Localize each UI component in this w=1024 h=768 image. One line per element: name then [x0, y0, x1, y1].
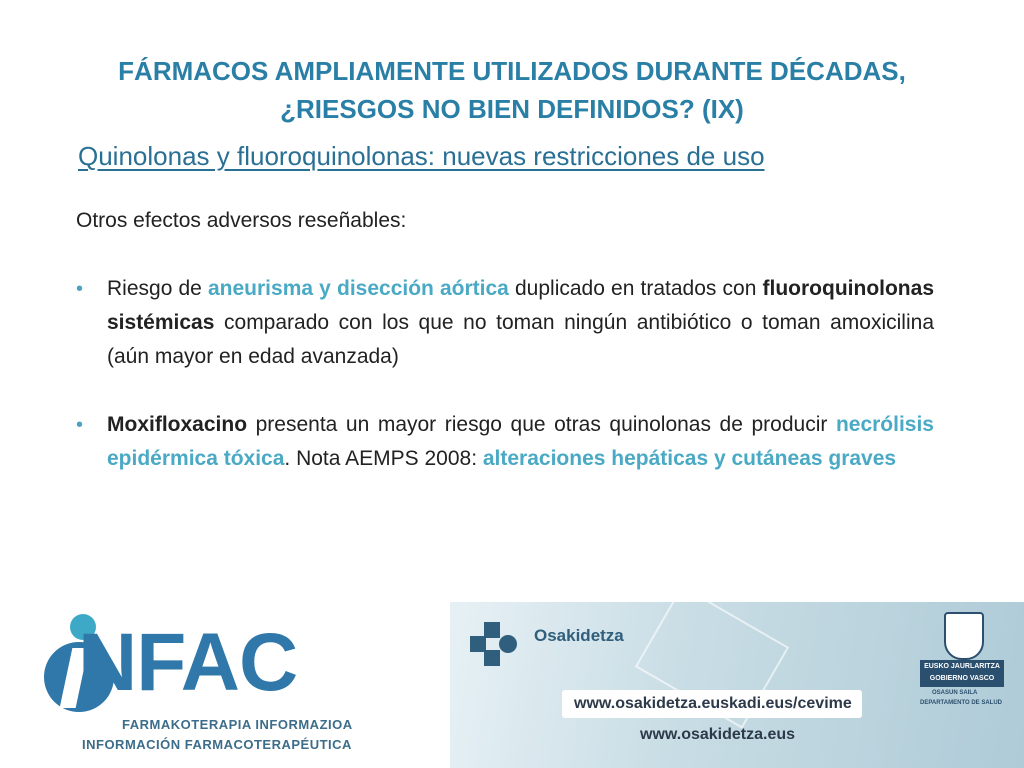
bullet-text: [107, 408, 934, 476]
text-run: Riesgo de: [107, 277, 208, 300]
slide-subtitle: Quinolonas y fluoroquinolonas: nuevas restricciones de uso: [78, 141, 765, 171]
gv-department-es: DEPARTAMENTO DE SALUD: [920, 700, 1003, 706]
text-run: presenta un mayor riesgo que otras quinolonas de producir: [247, 413, 836, 436]
gv-department-eu: OSASUN SAILA: [932, 690, 978, 696]
intro-text: Otros efectos adversos reseñables:: [76, 209, 407, 232]
title-line-1: FÁRMACOS AMPLIAMENTE UTILIZADOS DURANTE DÉCADAS,: [118, 56, 906, 86]
title-line-2: ¿RIESGOS NO BIEN DEFINIDOS? (IX): [280, 94, 744, 124]
bullet-dot-icon: •: [76, 414, 84, 436]
bold-fluoroquinolonas: fluoroquinolonas sistémicas: [107, 277, 934, 334]
infac-tagline-eu: FARMAKOTERAPIA INFORMAZIOA: [122, 717, 353, 732]
highlight-aneurysm: aneurisma y disección aórtica: [208, 277, 509, 300]
osakidetza-cross-icon: [470, 622, 522, 674]
slide-title: [0, 52, 1024, 128]
bold-moxifloxacino: Moxifloxacino: [107, 413, 248, 436]
infac-logo-word: NFAC: [78, 617, 298, 708]
bullet-text: [107, 272, 934, 374]
bullet-dot-icon: •: [76, 278, 84, 300]
url-cevime-link[interactable]: www.osakidetza.euskadi.eus/cevime: [574, 695, 852, 712]
gobierno-vasco-shield-icon: [944, 612, 984, 660]
url-osakidetza-link[interactable]: www.osakidetza.eus: [640, 726, 796, 743]
gobierno-vasco-label: [920, 660, 1004, 687]
bullet-moxifloxacino: [76, 408, 934, 476]
highlight-necrolisis: necrólisis epidérmica tóxica: [107, 413, 934, 470]
gv-line-2: GOBIERNO VASCO: [929, 675, 995, 682]
osakidetza-name: Osakidetza: [534, 626, 624, 645]
bullet-aneurysm: [76, 272, 934, 374]
gv-line-1: EUSKO JAURLARITZA: [924, 663, 1000, 670]
text-run: duplicado en tratados con: [508, 277, 763, 300]
text-run: . Nota AEMPS 2008:: [284, 447, 483, 470]
infac-tagline-es: INFORMACIÓN FARMACOTERAPÉUTICA: [82, 737, 352, 752]
highlight-alteraciones: alteraciones hepáticas y cutáneas graves: [482, 447, 897, 470]
text-run: comparado con los que no toman ningún antibiótico o toman amoxicilina (aún mayor en edad avanzada): [107, 311, 934, 368]
